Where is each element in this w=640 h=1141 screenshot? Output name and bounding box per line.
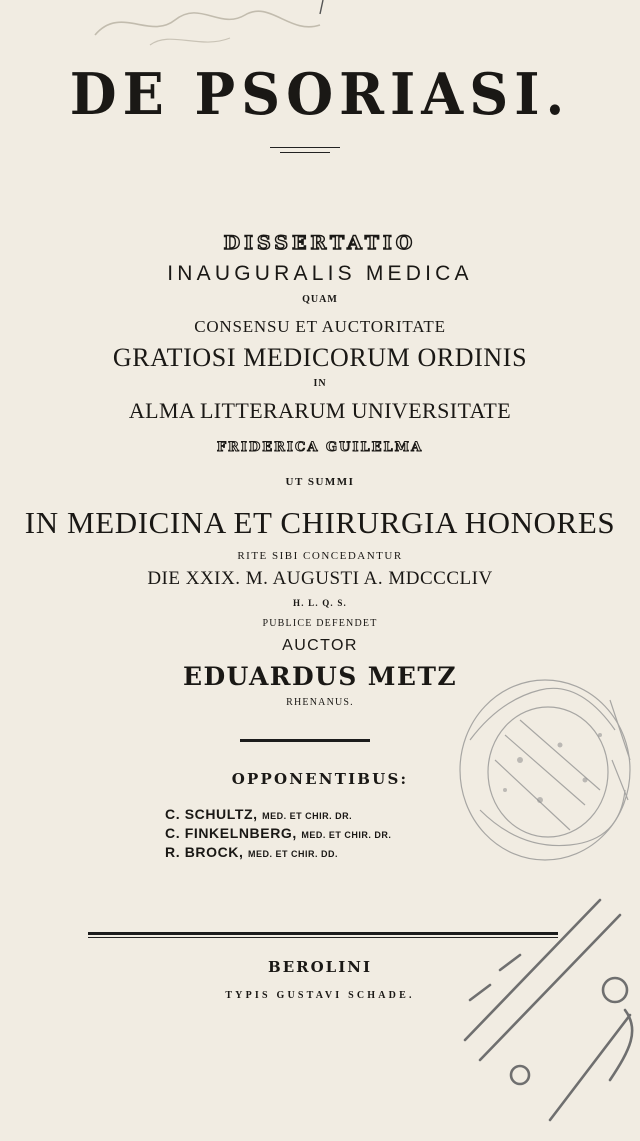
- author-origin: RHENANUS.: [286, 697, 354, 708]
- opponent-row: [165, 844, 338, 860]
- opponent-row: [165, 806, 352, 822]
- opponent-name: R. BROCK,: [165, 844, 244, 860]
- opponent-degree: MED. ET CHIR. DR.: [301, 830, 392, 840]
- rite-text: RITE SIBI CONCEDANTUR: [237, 550, 403, 562]
- quam-text: QUAM: [302, 294, 338, 305]
- opponent-row: [165, 825, 391, 841]
- main-title: DE PSORIASI.: [69, 60, 571, 128]
- ornament-rule-top-2: [280, 152, 330, 153]
- university-text: ALMA LITTERARUM UNIVERSITATE: [128, 398, 512, 423]
- opponent-degree: MED. ET CHIR. DR.: [262, 811, 353, 821]
- printer-line: TYPIS GUSTAVI SCHADE.: [225, 990, 415, 1001]
- ornament-rule-top: [270, 147, 340, 148]
- opponent-name: C. SCHULTZ,: [165, 806, 258, 822]
- opponents-heading: OPPONENTIBUS:: [231, 770, 409, 788]
- in-text: IN: [313, 378, 327, 389]
- gothic-university-name: FRIDERICA GUILELMA: [216, 440, 424, 455]
- inauguralis-heading: INAUGURALIS MEDICA: [167, 262, 473, 285]
- consensu-text: CONSENSU ET AUCTORITATE: [194, 317, 446, 336]
- opponent-degree: MED. ET CHIR. DD.: [248, 849, 339, 859]
- place-of-print: BEROLINI: [268, 958, 372, 976]
- gratiosi-text: GRATIOSI MEDICORUM ORDINIS: [112, 343, 528, 372]
- date-text: DIE XXIX. M. AUGUSTI A. MDCCCLIV: [147, 568, 493, 589]
- author-name: EDUARDUS METZ: [183, 662, 457, 691]
- ut-summi-text: UT SUMMI: [285, 476, 355, 488]
- opponent-name: C. FINKELNBERG,: [165, 825, 297, 841]
- publice-text: PUBLICE DEFENDET: [262, 618, 378, 629]
- hlqs-text: H. L. Q. S.: [293, 598, 347, 608]
- dissertatio-heading: DISSERTATIO: [223, 232, 417, 254]
- auctor-label: AUCTOR: [282, 637, 358, 654]
- divider-rule-bottom-thin: [88, 937, 558, 938]
- honores-heading: IN MEDICINA ET CHIRURGIA HONORES: [24, 505, 616, 540]
- divider-rule-middle: [240, 739, 370, 742]
- divider-rule-bottom: [88, 932, 558, 935]
